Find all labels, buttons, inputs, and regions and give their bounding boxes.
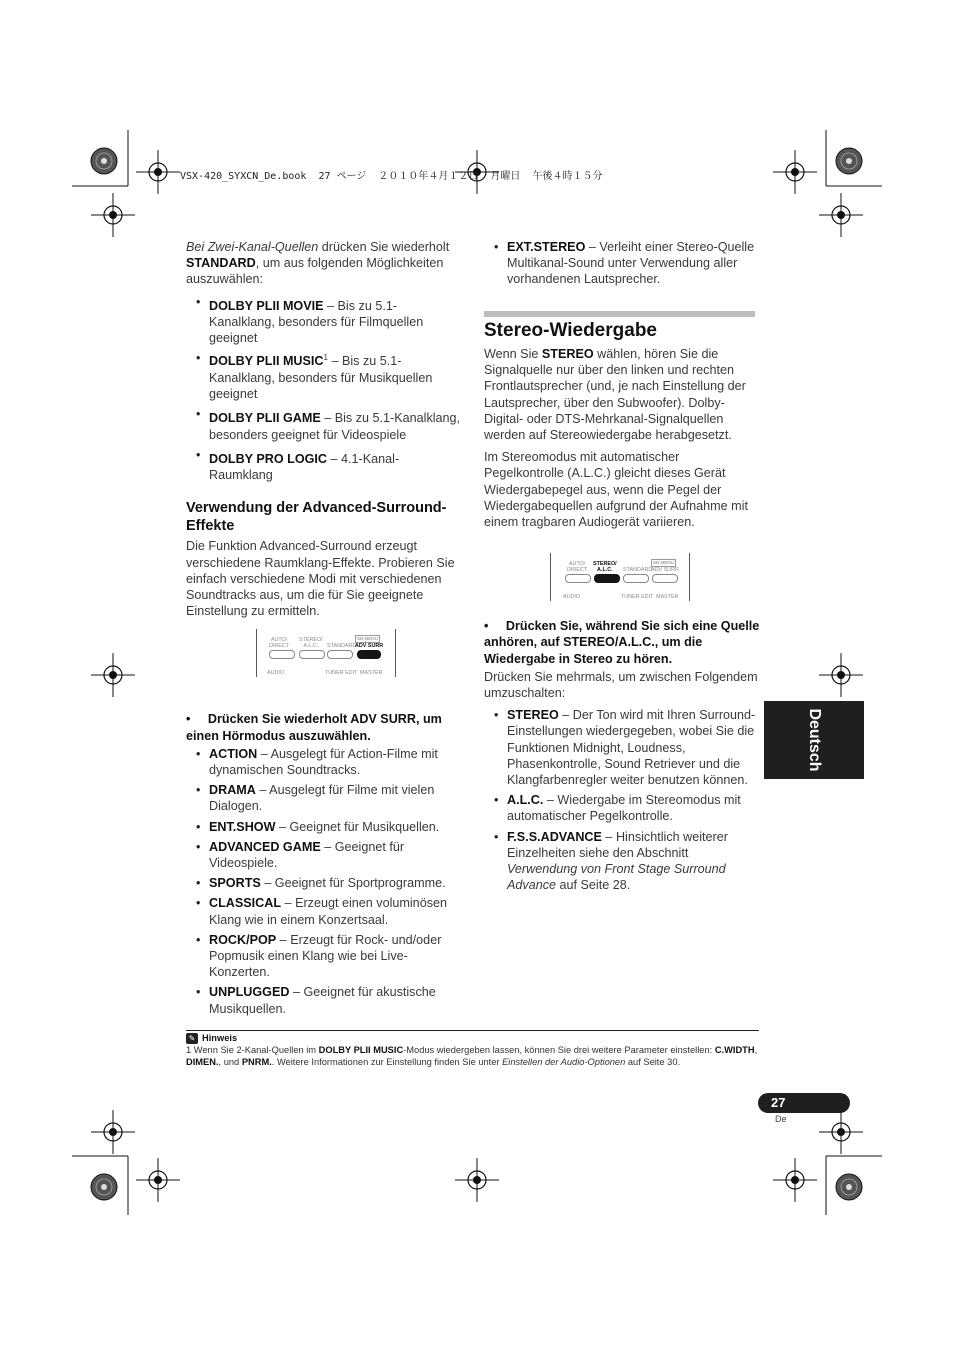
audio-label: AUDIO	[563, 594, 581, 600]
instruction-step: • Drücken Sie, während Sie sich eine Quelle anhören, auf STEREO/A.L.C., um die Wiedergabe in Stereo zu hören.	[484, 619, 760, 666]
adv-surr-label: ADV SURR	[355, 643, 384, 649]
section-divider-bar	[484, 311, 755, 317]
instruction-step: • Drücken Sie wiederholt ADV SURR, um einen Hörmodus auszuwählen.	[186, 712, 442, 743]
target-mark	[136, 1158, 180, 1202]
ext-stereo-list	[484, 239, 760, 288]
master-label: MASTER	[656, 594, 679, 600]
starburst-mark-bottom-right	[836, 1174, 862, 1200]
list-item: • STEREO – Der Ton wird mit Ihren Surround-Einstellungen wiedergegeben, wobei Sie die Funktionen Midnight, Loudness, Phasenkontrolle, Sound Retriever und die Klangfarbenregler weiter benutzen können.	[484, 707, 760, 788]
footnote	[186, 1032, 760, 1068]
list-item: • UNPLUGGED – Geeignet für akustische Musikquellen.	[186, 984, 462, 1016]
stereo-alc-label: STEREO/ A.L.C.	[299, 637, 323, 649]
intro-paragraph: Bei Zwei-Kanal-Quellen drücken Sie wiederholt STANDARD, um aus folgenden Möglichkeiten auszuwählen:	[186, 240, 450, 287]
footnote-rule	[186, 1030, 759, 1031]
auto-direct-label: AUTO/ DIRECT	[567, 561, 588, 573]
advanced-surround-body: Die Funktion Advanced-Surround erzeugt verschiedene Raumklang-Effekte. Probieren Sie einfach verschiedene Modi mit verschiedenen Soundtracks aus, um die für Sie geeignete Einstellung zu ermitteln.	[186, 539, 455, 619]
list-item: • DOLBY PRO LOGIC – 4.1-Kanal-Raumklang	[186, 447, 462, 484]
starburst-mark-top-left	[91, 148, 117, 174]
starburst-mark-top-right	[836, 148, 862, 174]
footnote-text: 1 Wenn Sie 2-Kanal-Quellen im DOLBY PLII MUSIC-Modus wiedergeben lassen, können Sie drei weitere Parameter einstellen: C.WIDTH, DIMEN., und PNRM.. Weitere Informationen zur Einstellung finden Sie unter Einstellen der Audio-Optionen auf Seite 30.	[186, 1045, 758, 1067]
sb-menu-tag: SB MENU	[653, 560, 674, 565]
right-column	[484, 239, 760, 296]
page-language: De	[775, 1114, 787, 1124]
note-pencil-icon: ✎	[186, 1033, 198, 1044]
language-side-tab: Deutsch	[764, 701, 864, 779]
stereo-alc-button[interactable]	[594, 574, 620, 583]
adv-surr-button[interactable]	[357, 650, 381, 659]
starburst-mark-bottom-left	[91, 1174, 117, 1200]
standard-label: STANDARD	[623, 567, 653, 573]
stereo-alc-label: STEREO/ A.L.C.	[593, 561, 617, 573]
advanced-surround-heading: Verwendung der Advanced-Surround-Effekte	[186, 500, 447, 535]
target-mark	[91, 193, 135, 237]
stereo-section	[484, 320, 760, 901]
tuner-edit-label: TUNER EDIT	[621, 594, 654, 600]
remote-panel-stereo	[550, 553, 690, 601]
stereo-paragraph-1: Wenn Sie STEREO wählen, hören Sie die Signalquelle nur über den linken und rechten Frontlautsprecher (und, je nach Einstellung der Lautsprecher, über den Subwoofer). Dolby-Digital- oder DTS-Mehrkanal-Signalquellen werden auf Stereowiedergabe herabgesetzt.	[484, 347, 746, 443]
dolby-mode-list	[186, 294, 462, 484]
target-mark	[819, 653, 863, 697]
list-item: • CLASSICAL – Erzeugt einen voluminösen Klang wie in einem Konzertsaal.	[186, 895, 462, 927]
remote-panel-adv-surr	[256, 629, 396, 677]
list-item: • ACTION – Ausgelegt für Action-Filme mit dynamischen Soundtracks.	[186, 746, 462, 778]
standard-button[interactable]	[623, 574, 649, 583]
auto-direct-label: AUTO/ DIRECT	[269, 637, 290, 649]
list-item: • DOLBY PLII MUSIC$^1$ – Bis zu 5.1-Kanalklang, besonders für Musikquellen geeignet	[186, 350, 462, 402]
target-mark	[773, 150, 817, 194]
list-item: • ROCK/POP – Erzeugt für Rock- und/oder Popmusik einen Klang wie bei Live-Konzerten.	[186, 932, 462, 981]
target-mark	[819, 193, 863, 237]
target-mark	[91, 653, 135, 697]
list-item: • DRAMA – Ausgelegt für Filme mit vielen Dialogen.	[186, 782, 462, 814]
auto-direct-button[interactable]	[565, 574, 591, 583]
target-mark	[91, 1110, 135, 1154]
list-item: • DOLBY PLII MOVIE – Bis zu 5.1-Kanalklang, besonders für Filmquellen geeignet	[186, 294, 462, 347]
toggle-intro: Drücken Sie mehrmals, um zwischen Folgendem umzuschalten:	[484, 669, 758, 701]
master-label: MASTER	[360, 670, 383, 676]
tuner-edit-label: TUNER EDIT	[325, 670, 358, 676]
sb-menu-tag: SB MENU	[357, 636, 378, 641]
target-mark	[455, 1158, 499, 1202]
audio-label: AUDIO	[267, 670, 285, 676]
stereo-heading: Stereo-Wiedergabe	[484, 320, 657, 341]
hinweis-title: ✎ Hinweis	[186, 1032, 760, 1044]
page-number-pill	[758, 1093, 850, 1113]
list-item: • ENT.SHOW – Geeignet für Musikquellen.	[186, 819, 462, 835]
adv-surr-label: ADV SURR	[651, 567, 679, 573]
stereo-alc-button[interactable]	[299, 650, 325, 659]
list-item: • EXT.STEREO – Verleiht einer Stereo-Quelle Multikanal-Sound unter Verwendung aller vorhandenen Lautsprecher.	[484, 239, 760, 288]
target-mark	[773, 1158, 817, 1202]
standard-label: STANDARD	[327, 643, 357, 649]
standard-button[interactable]	[327, 650, 353, 659]
list-item: • A.L.C. – Wiedergabe im Stereomodus mit automatischer Pegelkontrolle.	[484, 792, 760, 824]
list-item: • ADVANCED GAME – Geeignet für Videospiele.	[186, 839, 462, 871]
list-item: • SPORTS – Geeignet für Sportprogramme.	[186, 875, 462, 891]
adv-surr-button[interactable]	[652, 574, 678, 583]
list-item: • DOLBY PLII GAME – Bis zu 5.1-Kanalklang, besonders geeignet für Videospiele	[186, 406, 462, 443]
auto-direct-button[interactable]	[269, 650, 295, 659]
target-mark	[136, 150, 180, 194]
stereo-paragraph-2: Im Stereomodus mit automatischer Pegelkontrolle (A.L.C.) gleicht dieses Gerät Wiedergabepegel aus, wenn die Pegel der Wiedergabequellen aufgrund der Aufnahme mit einem tragbaren Audiogerät variieren.	[484, 450, 748, 530]
adv-surr-mode-list	[186, 746, 462, 1017]
list-item: • F.S.S.ADVANCE – Hinsichtlich weiterer Einzelheiten siehe den Abschnitt Verwendung von Front Stage Surround Advance auf Seite 28.	[484, 829, 760, 894]
page-number: 27	[771, 1095, 786, 1110]
book-file-info: VSX-420_SYXCN_De.book 27 ページ ２０１０年４月１２日 月曜日 午後４時１５分	[180, 171, 603, 182]
stereo-mode-list	[484, 707, 760, 893]
target-mark	[819, 1110, 863, 1154]
